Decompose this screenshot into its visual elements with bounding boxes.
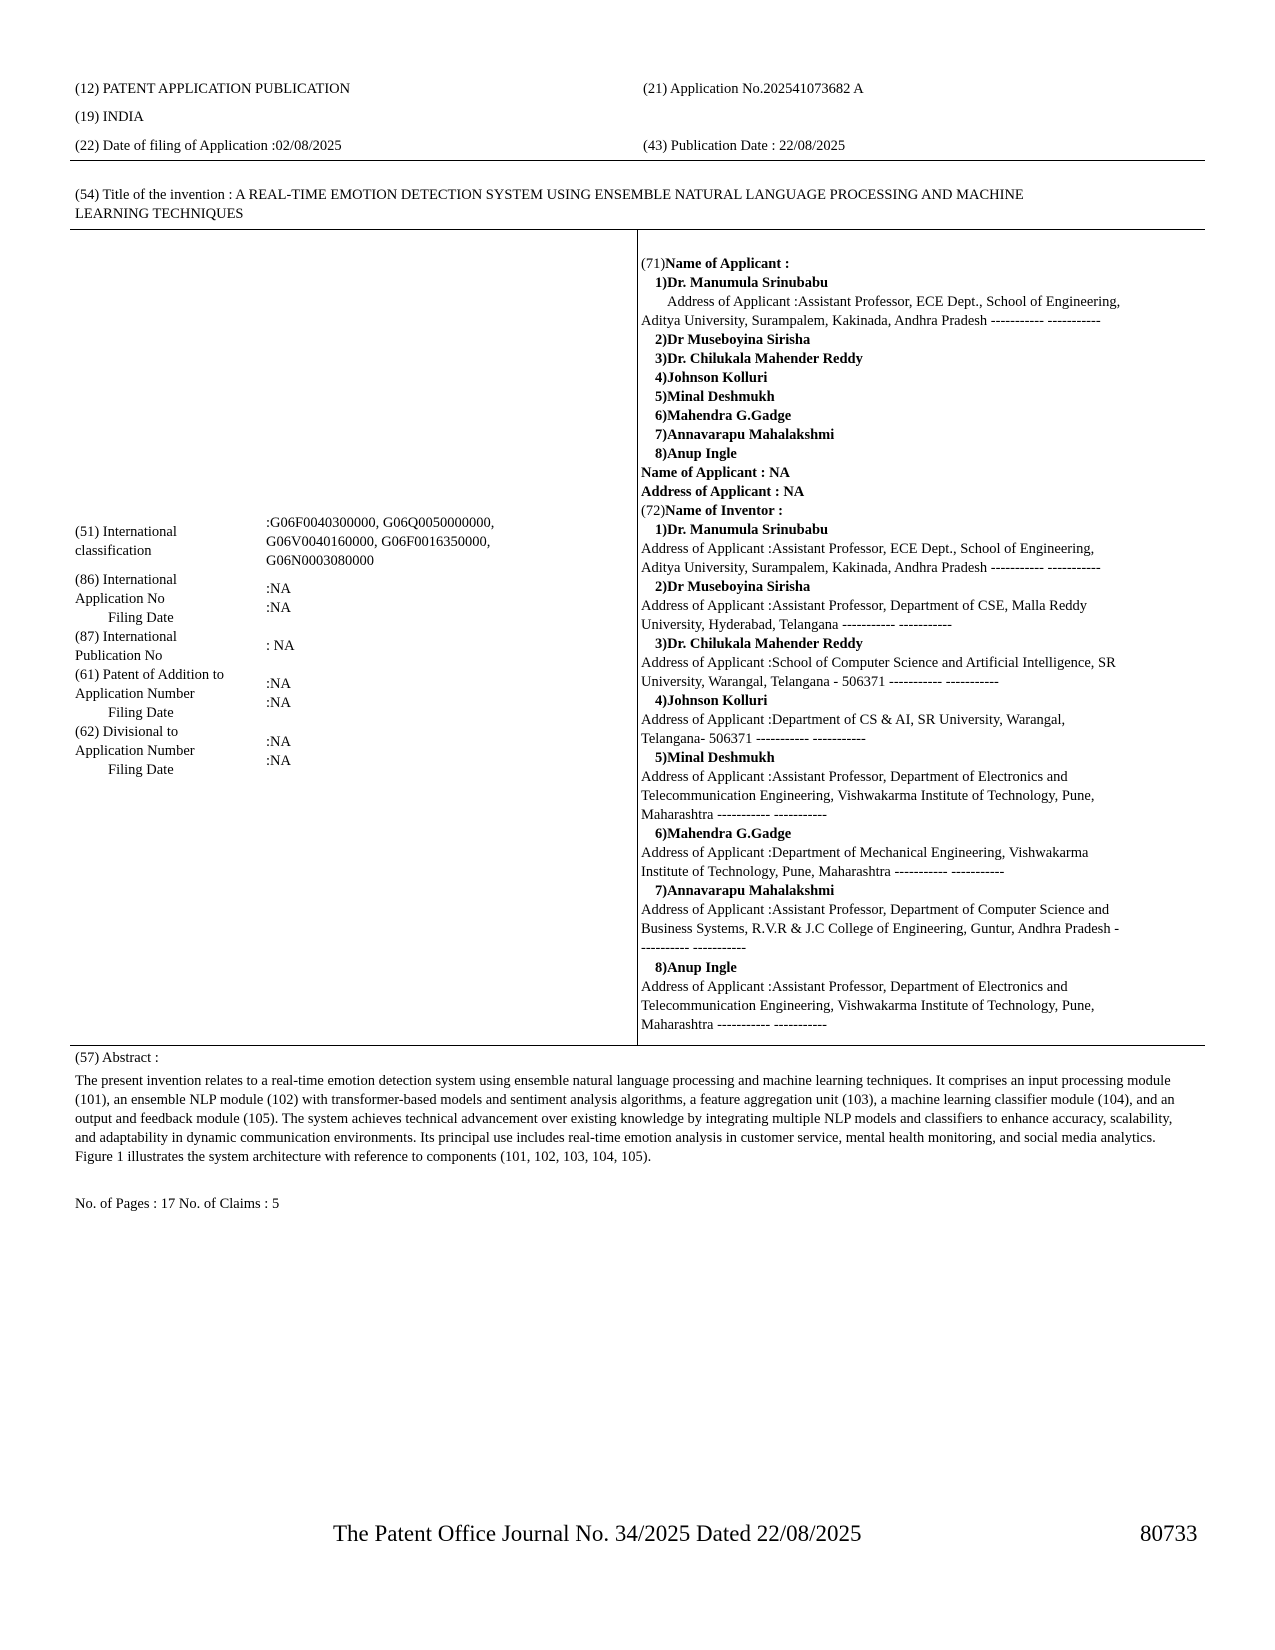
- inventor-address: Address of Applicant :Assistant Professor, ECE Dept., School of Engineering,: [641, 541, 1095, 557]
- inventor-address: Maharashtra ----------- -----------: [641, 1017, 827, 1033]
- inventor-name: 1)Dr. Manumula Srinubabu: [655, 522, 829, 538]
- patent-of-addition-value: :NA: [266, 676, 291, 692]
- inventor-address: Address of Applicant :Assistant Professor, Department of Electronics and: [641, 769, 1068, 785]
- intl-classification-value: :G06F0040300000, G06Q0050000000,: [266, 515, 495, 531]
- intl-publication-value: : NA: [266, 638, 295, 654]
- intl-application-label: (86) International: [75, 572, 177, 588]
- applicant-address: Address of Applicant :Assistant Professor, ECE Dept., School of Engineering,: [667, 294, 1121, 310]
- inventor-address: University, Warangal, Telangana - 506371 ----------- -----------: [641, 674, 999, 690]
- divisional-value: :NA: [266, 734, 291, 750]
- intl-publication-label: Publication No: [75, 648, 163, 664]
- applicant-name: 3)Dr. Chilukala Mahender Reddy: [655, 351, 863, 367]
- application-number: (21) Application No.202541073682 A: [643, 81, 864, 97]
- header-divider: [70, 160, 1205, 161]
- applicant-name: 8)Anup Ingle: [655, 446, 737, 462]
- patent-of-addition-label: Application Number: [75, 686, 195, 702]
- inventor-address: Address of Applicant :Assistant Professor, Department of Electronics and: [641, 979, 1068, 995]
- intl-application-label: Filing Date: [108, 610, 174, 626]
- intl-classification-label: (51) International: [75, 524, 177, 540]
- journal-footer: The Patent Office Journal No. 34/2025 Dated 22/08/2025: [333, 1521, 862, 1546]
- inventor-address: Address of Applicant :Assistant Professor, Department of Computer Science and: [641, 902, 1110, 918]
- pages-claims-count: No. of Pages : 17 No. of Claims : 5: [75, 1196, 280, 1212]
- divisional-label: (62) Divisional to: [75, 724, 179, 740]
- applicant-address: Aditya University, Surampalem, Kakinada, Andhra Pradesh ----------- -----------: [641, 313, 1101, 329]
- patent-of-addition-value: :NA: [266, 695, 291, 711]
- applicant-name: 4)Johnson Kolluri: [655, 370, 768, 386]
- inventor-name: 6)Mahendra G.Gadge: [655, 826, 792, 842]
- inventor-address: Telecommunication Engineering, Vishwakarma Institute of Technology, Pune,: [641, 788, 1095, 804]
- intl-application-value: :NA: [266, 581, 291, 597]
- inventor-name: 2)Dr Museboyina Sirisha: [655, 579, 811, 595]
- inventor-address: Aditya University, Surampalem, Kakinada, Andhra Pradesh ----------- -----------: [641, 560, 1101, 576]
- inventor-address: Telangana- 506371 ----------- -----------: [641, 731, 866, 747]
- inventor-address: Business Systems, R.V.R & J.C College of Engineering, Guntur, Andhra Pradesh -: [641, 921, 1120, 937]
- inventor-code: (72): [641, 503, 666, 519]
- inventor-address: Telecommunication Engineering, Vishwakarma Institute of Technology, Pune,: [641, 998, 1095, 1014]
- inventor-name: 4)Johnson Kolluri: [655, 693, 768, 709]
- intl-classification-value: G06V0040160000, G06F0016350000,: [266, 534, 491, 550]
- inventor-address: ---------- -----------: [641, 940, 747, 956]
- inventor-name: 7)Annavarapu Mahalakshmi: [655, 883, 835, 899]
- inventor-address: Institute of Technology, Pune, Maharashtra ----------- -----------: [641, 864, 1005, 880]
- divisional-label: Filing Date: [108, 762, 174, 778]
- inventor-heading-text: Name of Inventor :: [665, 503, 783, 519]
- abstract-heading: (57) Abstract :: [75, 1050, 159, 1066]
- intl-application-label: Application No: [75, 591, 165, 607]
- divisional-value: :NA: [266, 753, 291, 769]
- intl-classification-value: G06N0003080000: [266, 553, 374, 569]
- applicant-address-na: Address of Applicant : NA: [641, 484, 805, 500]
- country: (19) INDIA: [75, 109, 144, 125]
- filing-date: (22) Date of filing of Application :02/08/2025: [75, 138, 342, 154]
- intl-application-value: :NA: [266, 600, 291, 616]
- abstract-divider: [70, 1045, 1205, 1046]
- publication-date: (43) Publication Date : 22/08/2025: [643, 138, 846, 154]
- inventor-name: 8)Anup Ingle: [655, 960, 737, 976]
- applicant-name: 7)Annavarapu Mahalakshmi: [655, 427, 835, 443]
- applicant-name: 2)Dr Museboyina Sirisha: [655, 332, 811, 348]
- inventor-name: 3)Dr. Chilukala Mahender Reddy: [655, 636, 863, 652]
- intl-classification-label: classification: [75, 543, 152, 559]
- applicant-name: 1)Dr. Manumula Srinubabu: [655, 275, 829, 291]
- inventor-address: Maharashtra ----------- -----------: [641, 807, 827, 823]
- applicant-heading-text: Name of Applicant :: [665, 256, 790, 272]
- invention-title-line-2: LEARNING TECHNIQUES: [75, 206, 244, 222]
- inventor-address: Address of Applicant :Department of Mechanical Engineering, Vishwakarma: [641, 845, 1089, 861]
- applicant-code: (71): [641, 256, 666, 272]
- invention-title-line-1: (54) Title of the invention : A REAL-TIME EMOTION DETECTION SYSTEM USING ENSEMBLE NATURAL LANGUAGE PROCESSING AND MACHINE: [75, 187, 1024, 203]
- applicant-name-na: Name of Applicant : NA: [641, 465, 791, 481]
- column-divider: [637, 229, 638, 1045]
- inventor-address: Address of Applicant :School of Computer Science and Artificial Intelligence, SR: [641, 655, 1116, 671]
- divisional-label: Application Number: [75, 743, 195, 759]
- patent-of-addition-label: (61) Patent of Addition to: [75, 667, 225, 683]
- applicant-name: 6)Mahendra G.Gadge: [655, 408, 792, 424]
- publication-type: (12) PATENT APPLICATION PUBLICATION: [75, 81, 351, 97]
- page-number: 80733: [1140, 1521, 1198, 1546]
- applicant-heading: [641, 255, 790, 274]
- patent-of-addition-label: Filing Date: [108, 705, 174, 721]
- intl-publication-label: (87) International: [75, 629, 177, 645]
- inventor-name: 5)Minal Deshmukh: [655, 750, 775, 766]
- inventor-address: University, Hyderabad, Telangana ----------- -----------: [641, 617, 952, 633]
- inventor-address: Address of Applicant :Department of CS & AI, SR University, Warangal,: [641, 712, 1066, 728]
- applicant-name: 5)Minal Deshmukh: [655, 389, 775, 405]
- inventor-address: Address of Applicant :Assistant Professor, Department of CSE, Malla Reddy: [641, 598, 1088, 614]
- abstract-text: The present invention relates to a real-time emotion detection system using ensemble natural language processing and machine learning techniques. It comprises an input processing module (101), an ensemble NLP module (102) with transformer-based models and sentiment analysis algorithms, a feature aggregation unit (103), a machine learning classifier module (104), and an output and feedback module (105). The system achieves technical advancement over existing knowledge by integrating multiple NLP models and classifiers to enhance accuracy, scalability, and adaptability in dynamic communication environments. Its principal use includes real-time emotion analysis in customer service, mental health monitoring, and social media analytics. Figure 1 illustrates the system architecture with reference to components (101, 102, 103, 104, 105).: [75, 1073, 1175, 1165]
- inventor-heading: [641, 502, 783, 521]
